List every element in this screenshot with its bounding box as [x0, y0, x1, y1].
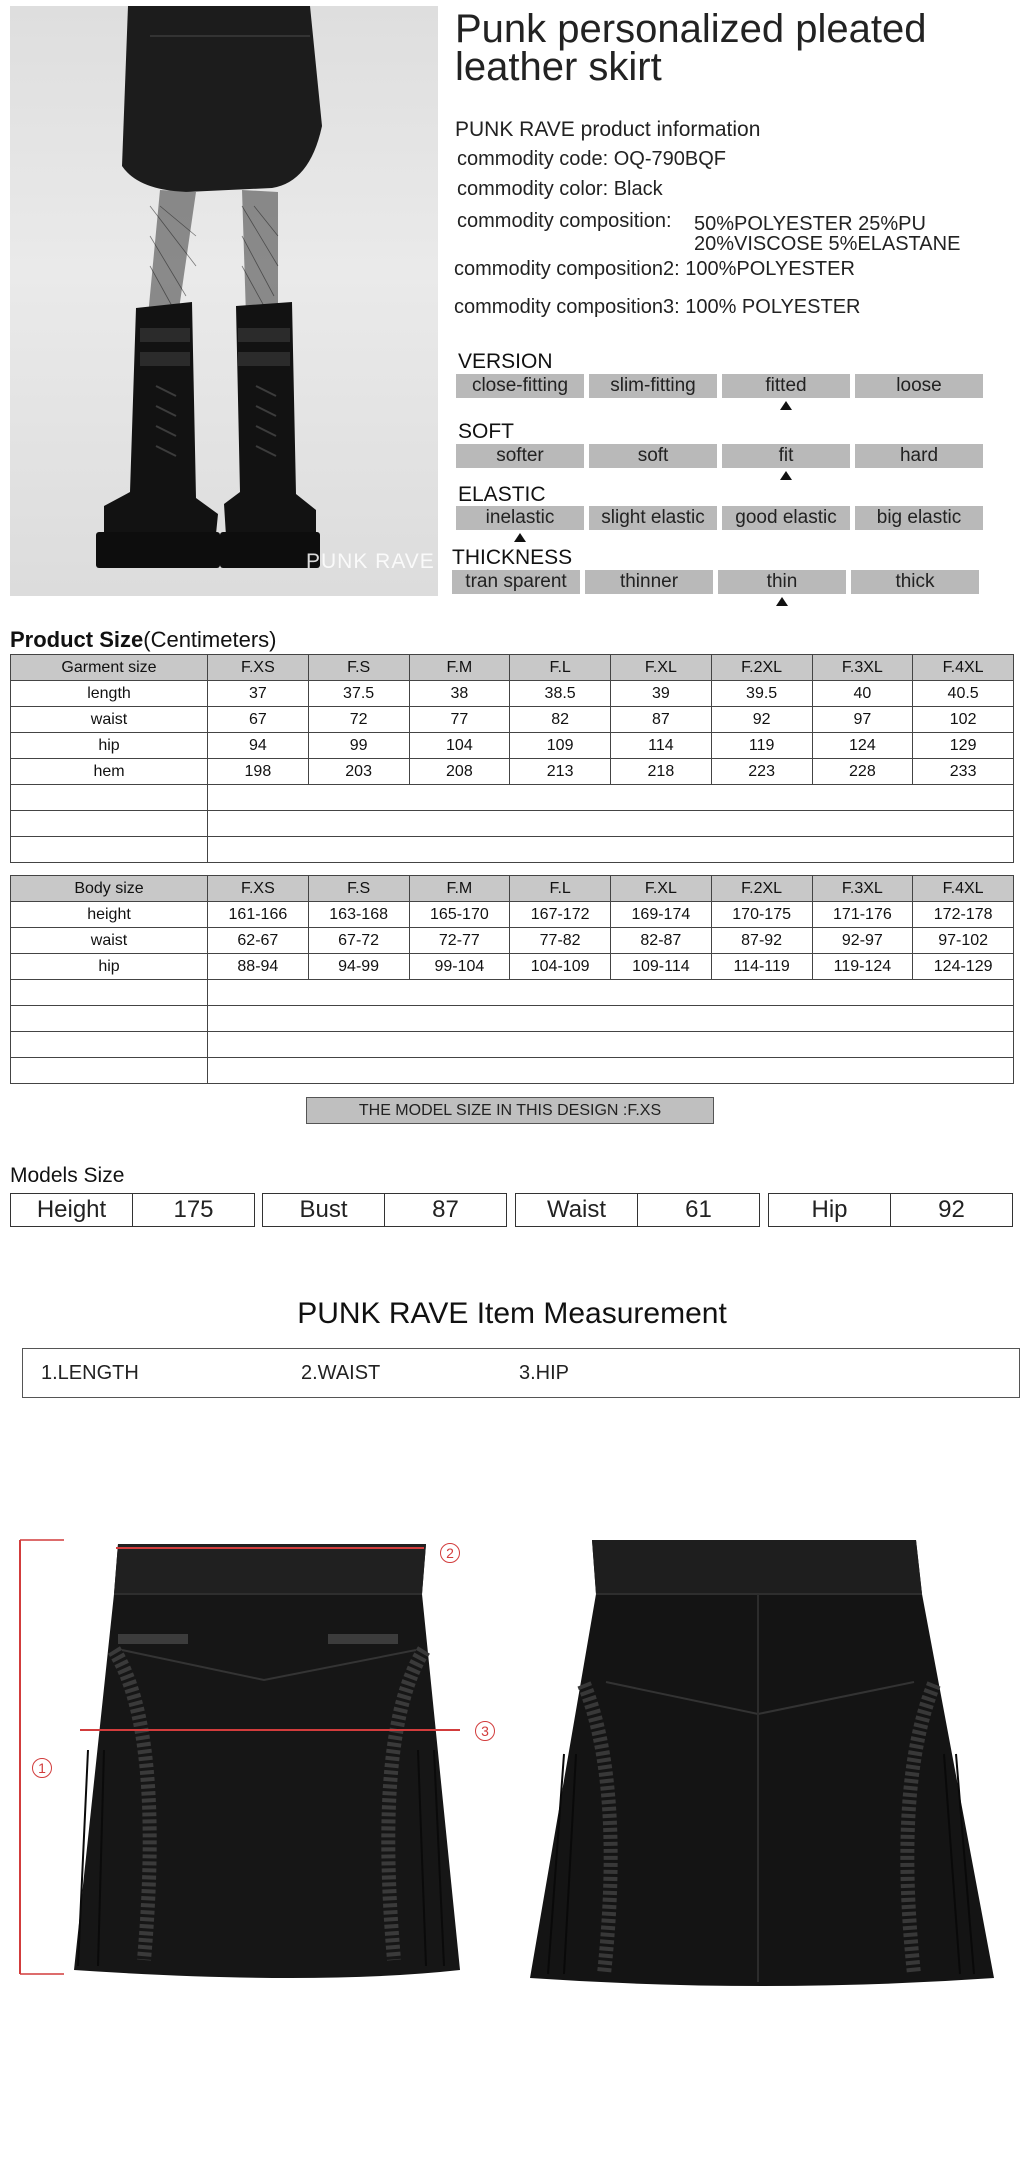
header-cell: F.XS	[208, 655, 309, 681]
table-cell: 124	[812, 733, 913, 759]
measurement-length: 1.LENGTH	[41, 1362, 139, 1384]
table-cell: 228	[812, 759, 913, 785]
empty-cell	[208, 1006, 1014, 1032]
header-cell: F.2XL	[711, 876, 812, 902]
table-cell: 72-77	[409, 928, 510, 954]
row-label: length	[11, 681, 208, 707]
marker-waist: 2	[440, 1543, 460, 1563]
version-option: close-fitting	[456, 374, 584, 398]
table-cell: 67-72	[308, 928, 409, 954]
table-row	[11, 681, 1014, 707]
commodity-composition3-value: 100% POLYESTER	[685, 296, 861, 318]
table-cell: 82	[510, 707, 611, 733]
table-cell: 39	[611, 681, 712, 707]
product-title: Punk personalized pleated leather skirt	[455, 7, 927, 89]
empty-cell	[11, 837, 208, 863]
header-cell: F.XL	[611, 655, 712, 681]
version-scale	[456, 374, 983, 398]
table-cell: 87-92	[711, 928, 812, 954]
soft-label: SOFT	[458, 420, 514, 443]
thickness-option: thick	[851, 570, 979, 594]
table-cell: 38.5	[510, 681, 611, 707]
model-bust-label: Bust	[263, 1194, 385, 1226]
model-waist-label: Waist	[516, 1194, 638, 1226]
table-cell: 233	[913, 759, 1014, 785]
hero-product-photo	[10, 6, 438, 596]
product-size-table	[10, 654, 1014, 863]
row-label: hip	[11, 954, 208, 980]
table-cell: 109-114	[611, 954, 712, 980]
measurement-title: PUNK RAVE Item Measurement	[297, 1297, 727, 1330]
table-cell: 87	[611, 707, 712, 733]
composition-line-2: 20%VISCOSE 5%ELASTANE	[694, 233, 961, 255]
commodity-code	[457, 148, 726, 171]
empty-cell	[208, 837, 1014, 863]
table-cell: 114-119	[711, 954, 812, 980]
table-cell: 88-94	[208, 954, 309, 980]
product-size-title	[10, 627, 277, 653]
marker-hip: 3	[475, 1721, 495, 1741]
table-cell: 72	[308, 707, 409, 733]
table-cell: 97	[812, 707, 913, 733]
row-label: hip	[11, 733, 208, 759]
table-header-row	[11, 876, 1014, 902]
empty-cell	[11, 785, 208, 811]
elastic-option: big elastic	[855, 506, 983, 530]
version-option-selected: fitted	[722, 374, 850, 398]
thickness-option: tran sparent	[452, 570, 580, 594]
skirt-front-image	[14, 1530, 504, 1990]
model-waist-value: 61	[685, 1196, 712, 1223]
commodity-composition3-label: commodity composition3:	[454, 296, 680, 318]
row-label: waist	[11, 928, 208, 954]
body-size-table	[10, 875, 1014, 1084]
commodity-composition-label: commodity composition:	[457, 210, 672, 232]
table-cell: 104	[409, 733, 510, 759]
table-cell: 119	[711, 733, 812, 759]
table-cell: 40	[812, 681, 913, 707]
product-size-title-bold: Product Size	[10, 627, 144, 652]
skirt-back-image	[524, 1534, 1000, 1994]
commodity-color	[457, 178, 663, 201]
soft-option-selected: fit	[722, 444, 850, 468]
table-cell: 92	[711, 707, 812, 733]
table-cell: 124-129	[913, 954, 1014, 980]
table-cell: 198	[208, 759, 309, 785]
table-cell: 37	[208, 681, 309, 707]
model-size-note: THE MODEL SIZE IN THIS DESIGN :F.XS	[306, 1097, 714, 1124]
table-row	[11, 954, 1014, 980]
empty-cell	[208, 811, 1014, 837]
thickness-option: thinner	[585, 570, 713, 594]
product-size-unit: (Centimeters)	[143, 627, 277, 652]
elastic-option: slight elastic	[589, 506, 717, 530]
commodity-composition2-value: 100%POLYESTER	[685, 258, 855, 280]
header-cell: F.XL	[611, 876, 712, 902]
table-row	[11, 928, 1014, 954]
table-cell: 77	[409, 707, 510, 733]
elastic-scale	[456, 506, 983, 530]
thickness-option-selected: thin	[718, 570, 846, 594]
table-row	[11, 759, 1014, 785]
table-row	[11, 733, 1014, 759]
table-cell: 92-97	[812, 928, 913, 954]
soft-option: softer	[456, 444, 584, 468]
table-cell: 167-172	[510, 902, 611, 928]
table-cell: 218	[611, 759, 712, 785]
product-info-heading: PUNK RAVE product information	[455, 118, 761, 141]
table-cell: 97-102	[913, 928, 1014, 954]
model-bust-value: 87	[432, 1196, 459, 1223]
commodity-composition3	[454, 296, 860, 319]
measurement-legend	[22, 1348, 1020, 1398]
table-cell: 62-67	[208, 928, 309, 954]
table-row-empty	[11, 1058, 1014, 1084]
brand-watermark: PUNK RAVE	[306, 550, 435, 573]
table-cell: 67	[208, 707, 309, 733]
table-cell: 38	[409, 681, 510, 707]
header-cell: F.XS	[208, 876, 309, 902]
table-cell: 37.5	[308, 681, 409, 707]
table-cell: 213	[510, 759, 611, 785]
empty-cell	[208, 785, 1014, 811]
thickness-scale	[452, 570, 979, 594]
model-height-label: Height	[11, 1194, 133, 1226]
header-cell: F.M	[409, 655, 510, 681]
version-option: loose	[855, 374, 983, 398]
version-option: slim-fitting	[589, 374, 717, 398]
table-cell: 165-170	[409, 902, 510, 928]
header-cell: F.3XL	[812, 876, 913, 902]
commodity-color-value: Black	[613, 178, 663, 200]
header-cell: F.2XL	[711, 655, 812, 681]
empty-cell	[208, 1032, 1014, 1058]
header-cell: F.L	[510, 876, 611, 902]
table-cell: 94	[208, 733, 309, 759]
models-size-title: Models Size	[10, 1164, 125, 1187]
model-hip-value: 92	[938, 1196, 965, 1223]
row-label: waist	[11, 707, 208, 733]
empty-cell	[11, 980, 208, 1006]
elastic-label: ELASTIC	[458, 483, 546, 506]
empty-cell	[208, 980, 1014, 1006]
table-row	[11, 707, 1014, 733]
table-cell: 94-99	[308, 954, 409, 980]
commodity-composition	[457, 210, 672, 233]
commodity-code-value: OQ-790BQF	[613, 148, 726, 170]
table-row-empty	[11, 1006, 1014, 1032]
empty-cell	[208, 1058, 1014, 1084]
header-cell: Garment size	[11, 655, 208, 681]
table-cell: 169-174	[611, 902, 712, 928]
version-label: VERSION	[458, 350, 553, 373]
table-cell: 163-168	[308, 902, 409, 928]
empty-cell	[11, 1032, 208, 1058]
row-label: hem	[11, 759, 208, 785]
header-cell: Body size	[11, 876, 208, 902]
model-waist	[515, 1193, 760, 1227]
soft-option: hard	[855, 444, 983, 468]
table-cell: 77-82	[510, 928, 611, 954]
row-label: height	[11, 902, 208, 928]
commodity-color-label: commodity color:	[457, 178, 609, 200]
header-cell: F.4XL	[913, 876, 1014, 902]
table-row	[11, 902, 1014, 928]
table-cell: 170-175	[711, 902, 812, 928]
table-row-empty	[11, 980, 1014, 1006]
table-cell: 99-104	[409, 954, 510, 980]
header-cell: F.L	[510, 655, 611, 681]
model-illustration	[10, 6, 438, 596]
table-cell: 109	[510, 733, 611, 759]
model-bust	[262, 1193, 507, 1227]
table-cell: 171-176	[812, 902, 913, 928]
soft-scale	[456, 444, 983, 468]
marker-length: 1	[32, 1758, 52, 1778]
commodity-composition2	[454, 258, 855, 281]
model-height-value: 175	[173, 1196, 214, 1223]
empty-cell	[11, 811, 208, 837]
model-hip	[768, 1193, 1013, 1227]
table-row-empty	[11, 837, 1014, 863]
header-cell: F.S	[308, 655, 409, 681]
empty-cell	[11, 1006, 208, 1032]
table-header-row	[11, 655, 1014, 681]
table-cell: 40.5	[913, 681, 1014, 707]
table-cell: 129	[913, 733, 1014, 759]
model-height	[10, 1193, 255, 1227]
empty-cell	[11, 1058, 208, 1084]
commodity-code-label: commodity code:	[457, 148, 609, 170]
table-cell: 172-178	[913, 902, 1014, 928]
table-row-empty	[11, 1032, 1014, 1058]
soft-option: soft	[589, 444, 717, 468]
commodity-composition2-label: commodity composition2:	[454, 258, 680, 280]
table-cell: 104-109	[510, 954, 611, 980]
table-cell: 82-87	[611, 928, 712, 954]
table-cell: 39.5	[711, 681, 812, 707]
table-cell: 99	[308, 733, 409, 759]
composition-line-1: 50%POLYESTER 25%PU	[694, 213, 926, 235]
header-cell: F.S	[308, 876, 409, 902]
table-cell: 114	[611, 733, 712, 759]
table-cell: 208	[409, 759, 510, 785]
table-cell: 203	[308, 759, 409, 785]
table-row-empty	[11, 811, 1014, 837]
measurement-hip: 3.HIP	[519, 1362, 570, 1384]
header-cell: F.M	[409, 876, 510, 902]
table-row-empty	[11, 785, 1014, 811]
header-cell: F.3XL	[812, 655, 913, 681]
table-cell: 102	[913, 707, 1014, 733]
table-cell: 119-124	[812, 954, 913, 980]
elastic-option: good elastic	[722, 506, 850, 530]
header-cell: F.4XL	[913, 655, 1014, 681]
thickness-label: THICKNESS	[452, 546, 573, 569]
table-cell: 161-166	[208, 902, 309, 928]
elastic-option-selected: inelastic	[456, 506, 584, 530]
table-cell: 223	[711, 759, 812, 785]
measurement-waist: 2.WAIST	[301, 1362, 381, 1384]
model-hip-label: Hip	[769, 1194, 891, 1226]
